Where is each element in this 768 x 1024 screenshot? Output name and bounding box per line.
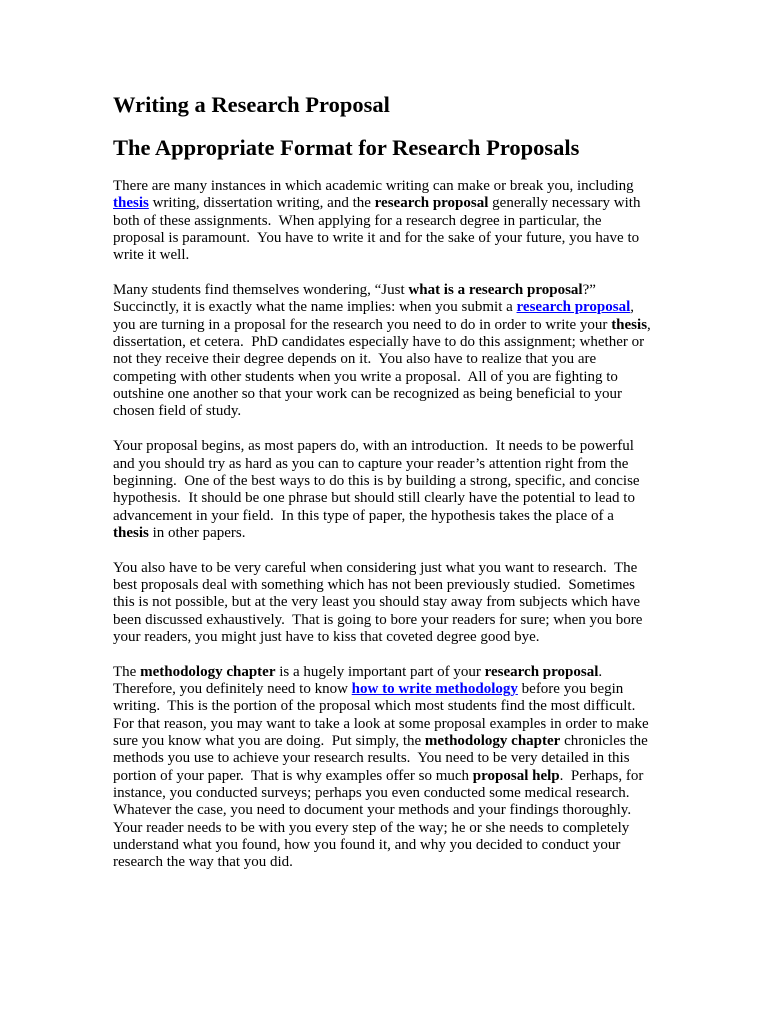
text-line [113,716,713,733]
bold-text: thesis [611,316,648,333]
text-run: understand what you found, how you found it, and why you decided to conduct your [113,837,621,854]
paragraph [113,664,713,872]
bold-text: research proposal [374,195,489,212]
text-run: Succinctly, it is exactly what the name implies: when you submit a [113,299,517,316]
text-line [113,178,713,195]
text-run: proposal is paramount. You have to write it and for the sake of your future, you have to [113,230,640,247]
text-line [113,681,713,698]
text-run: writing. This is the portion of the proposal which most students find the most difficult. [113,698,636,715]
text-run: your readers, you might just have to kiss that coveted degree good bye. [113,628,540,645]
text-run: Therefore, you definitely need to know [113,680,352,697]
text-run: , [630,299,635,316]
paragraph [113,282,713,421]
text-run: outshine one another so that your work can be recognized as being beneficial to your [113,386,622,403]
text-line [113,664,713,681]
text-run: both of these assignments. When applying for a research degree in particular, the [113,212,602,229]
text-line [113,854,713,871]
paragraph [113,438,713,542]
text-run: hypothesis. It should be one phrase but should still clearly have the potential to lead to [113,490,635,507]
text-run: generally necessary with [488,195,641,212]
text-run: ?” [582,282,596,299]
text-line [113,785,713,802]
body-text [113,178,713,889]
bold-text: methodology chapter [424,733,561,749]
text-run: , [647,316,651,333]
text-line [113,577,713,594]
text-run: you are turning in a proposal for the research you need to do in order to write your [113,316,612,333]
text-line [113,230,713,247]
text-line [113,802,713,819]
text-run: chosen field of study. [113,403,242,420]
text-run: best proposals deal with something which has not been previously studied. Sometimes [113,576,636,593]
paragraph [113,560,713,647]
document-title: Writing a Research Proposal [113,92,390,117]
text-line [113,612,713,629]
text-run: not they receive their degree depends on it. You also have to realize that you are [113,351,597,368]
text-line [113,334,713,351]
text-run: this is not possible, but at the very least you should stay away from subjects which have [113,594,640,611]
text-line [113,560,713,577]
text-line [113,299,713,316]
text-line [113,247,713,264]
bold-text: research proposal [484,663,599,680]
text-run: in other papers. [148,524,246,541]
link-thesis[interactable]: thesis [113,195,149,212]
text-run: Your proposal begins, as most papers do, with an introduction. It needs to be powerful [113,438,634,455]
text-line [113,768,713,785]
text-line [113,837,713,854]
text-run: chronicles the [560,733,648,749]
text-run: writing, dissertation writing, and the [148,195,375,212]
text-run: For that reason, you may want to take a look at some proposal examples in order to make [113,715,649,732]
text-line [113,386,713,403]
text-run: is a hugely important part of your [275,663,485,680]
bold-text: what is a research proposal [408,282,583,299]
text-run: There are many instances in which academic writing can make or break you, including [113,178,634,194]
text-run: . [598,663,603,680]
text-line [113,820,713,837]
text-run: portion of your paper. That is why examples offer so much [113,767,473,784]
text-line [113,317,713,334]
text-run: dissertation, et cetera. PhD candidates especially have to do this assignment; whether or [113,334,645,351]
bold-text: proposal help [472,767,560,784]
text-line [113,473,713,490]
text-line [113,456,713,473]
text-run: been discussed exhaustively. That is going to bore your readers for sure; when you bore [113,611,643,628]
text-run: and you should try as hard as you can to capture your reader’s attention right from the [113,455,629,472]
text-line [113,438,713,455]
bold-text: methodology chapter [140,663,276,680]
text-line [113,195,713,212]
text-line [113,525,713,542]
text-run: beginning. One of the best ways to do this is by building a strong, specific, and concise [113,472,640,489]
text-run: instance, you conducted surveys; perhaps you even conducted some medical research. [113,785,630,802]
text-run: Many students find themselves wondering, “Just [113,282,409,299]
text-line [113,629,713,646]
text-run: Your reader needs to be with you every step of the way; he or she needs to completely [113,819,630,836]
text-line [113,403,713,420]
bold-text: thesis [113,524,149,541]
text-line [113,733,713,750]
text-line [113,750,713,767]
text-run: The [113,663,141,680]
text-run: sure you know what you are doing. Put simply, the [113,733,425,749]
text-line [113,698,713,715]
text-line [113,508,713,525]
text-run: You also have to be very careful when considering just what you want to research. The [113,559,638,576]
text-line [113,213,713,230]
text-run: . Perhaps, for [559,767,644,784]
text-run: before you begin [517,680,624,697]
text-run: advancement in your field. In this type of paper, the hypothesis takes the place of a [113,507,614,524]
text-run: competing with other students when you write a proposal. All of you are fighting to [113,368,618,385]
paragraph [113,178,713,265]
link-research-proposal[interactable]: research proposal [516,299,631,316]
text-line [113,490,713,507]
text-line [113,594,713,611]
text-run: Whatever the case, you need to document your methods and your findings thoroughly. [113,802,632,819]
text-line [113,282,713,299]
text-run: methods you use to achieve your research results. You need to be very detailed in this [113,750,630,767]
text-line [113,369,713,386]
text-run: research the way that you did. [113,854,293,871]
text-run: write it well. [113,247,190,264]
link-how-to-write-methodology[interactable]: how to write methodology [351,680,518,697]
document-subtitle: The Appropriate Format for Research Proposals [113,135,580,160]
text-line [113,351,713,368]
